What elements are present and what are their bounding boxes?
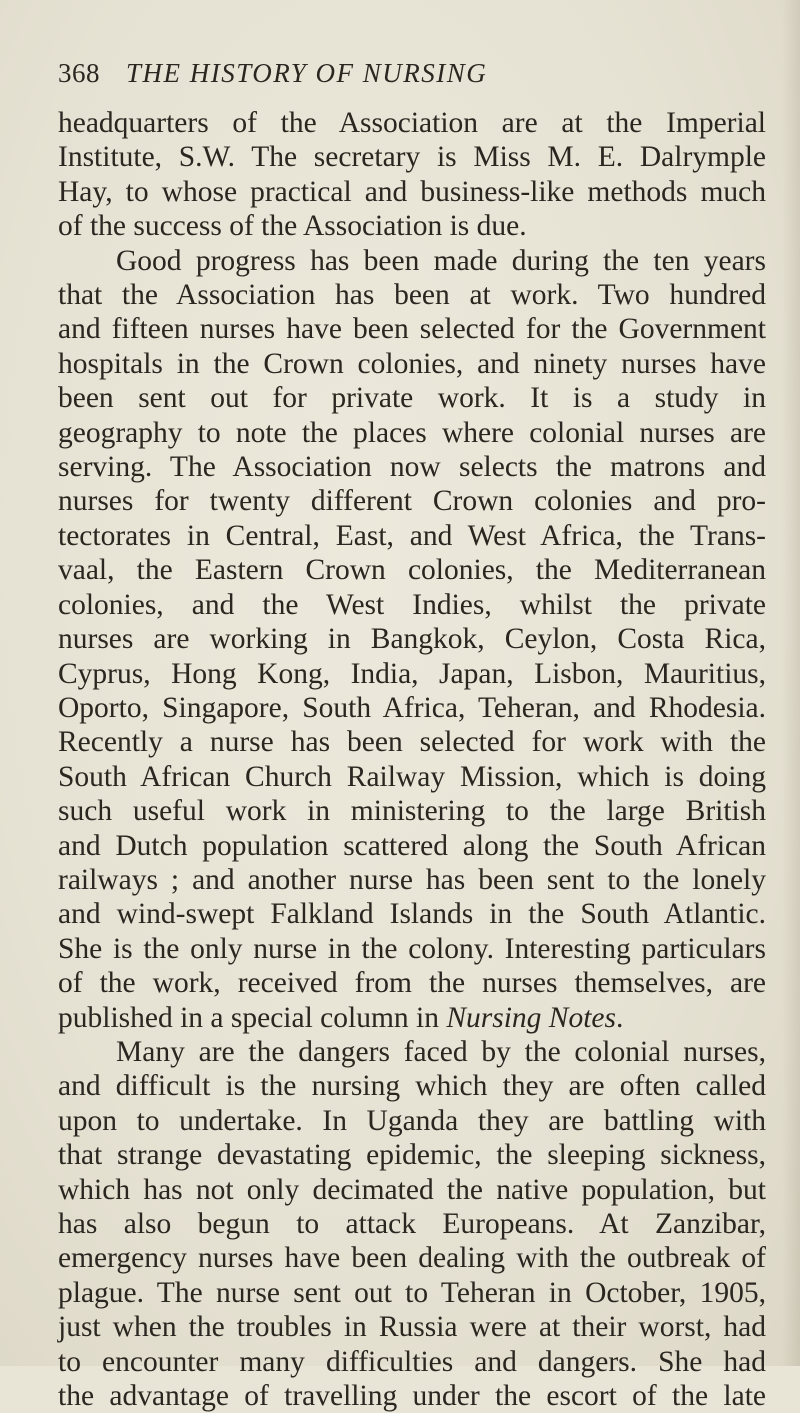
text-line: Good progress has been made during the ten years (116, 244, 766, 277)
text-run: . (616, 1001, 624, 1034)
text-line: that the Association has been at work. Two hundred (58, 279, 766, 312)
text-line: just when the troubles in Russia were at their worst, had (58, 1311, 766, 1344)
text-line: colonies, and the West Indies, whilst the private (58, 588, 766, 621)
text-line: vaal, the Eastern Crown colonies, the Mediterranean (58, 554, 766, 587)
text-line: such useful work in ministering to the large British (58, 795, 766, 828)
text-line: Oporto, Singapore, South Africa, Teheran, and Rhodesia. (58, 691, 766, 724)
text-line: hospitals in the Crown colonies, and ninety nurses have (58, 347, 766, 380)
text-line: geography to note the places where colonial nurses are (58, 416, 766, 449)
running-title: THE HISTORY OF NURSING (126, 58, 488, 88)
body-text (58, 106, 766, 1413)
text-line: and Dutch population scattered along the South African (58, 829, 766, 862)
text-line: has also begun to attack Europeans. At Zanzibar, (58, 1208, 766, 1240)
page-number: 368 (58, 58, 100, 88)
text-line: railways ; and another nurse has been sent to the lonely (58, 863, 766, 896)
text-line: and wind-swept Falkland Islands in the South Atlantic. (58, 898, 766, 931)
text-line: She is the only nurse in the colony. Interesting particulars (58, 932, 766, 965)
text-line: Many are the dangers faced by the colonial nurses, (116, 1035, 766, 1068)
text-line: of the work, received from the nurses themselves, are (58, 967, 766, 1000)
text-line: and fifteen nurses have been selected for the Government (58, 313, 766, 346)
text-run: published in a special column in (58, 1001, 447, 1034)
text-line: South African Church Railway Mission, which is doing (58, 760, 766, 793)
text-line: Institute, S.W. The secretary is Miss M. E. Dalrymple (58, 141, 766, 174)
text-line: nurses for twenty different Crown colonies and pro- (58, 485, 766, 518)
text-line (58, 1001, 766, 1035)
text-line: headquarters of the Association are at the Imperial (58, 107, 766, 139)
text-line: plague. The nurse sent out to Teheran in October, 1905, (58, 1276, 766, 1309)
text-line: of the success of the Association is due. (58, 210, 527, 243)
text-line: upon to undertake. In Uganda they are battling with (58, 1104, 766, 1137)
text-line: to encounter many difficulties and dangers. She had (58, 1345, 766, 1378)
text-line: the advantage of travelling under the escort of the late (58, 1380, 766, 1413)
running-head (58, 58, 748, 98)
text-line: been sent out for private work. It is a study in (58, 382, 766, 415)
text-line: tectorates in Central, East, and West Africa, the Trans- (58, 519, 766, 552)
text-line: which has not only decimated the native population, but (58, 1173, 766, 1206)
text-line: Cyprus, Hong Kong, India, Japan, Lisbon, Mauritius, (58, 657, 766, 690)
text-line: emergency nurses have been dealing with the outbreak of (58, 1242, 766, 1275)
text-line: serving. The Association now selects the matrons and (58, 451, 766, 484)
journal-title: Nursing Notes (446, 1001, 616, 1034)
text-line: Recently a nurse has been selected for work with the (58, 726, 766, 759)
text-line: and difficult is the nursing which they are often called (58, 1070, 766, 1103)
text-line: that strange devastating epidemic, the sleeping sickness, (58, 1139, 766, 1172)
text-line: nurses are working in Bangkok, Ceylon, Costa Rica, (58, 623, 766, 656)
text-line: Hay, to whose practical and business-like methods much (58, 175, 766, 208)
